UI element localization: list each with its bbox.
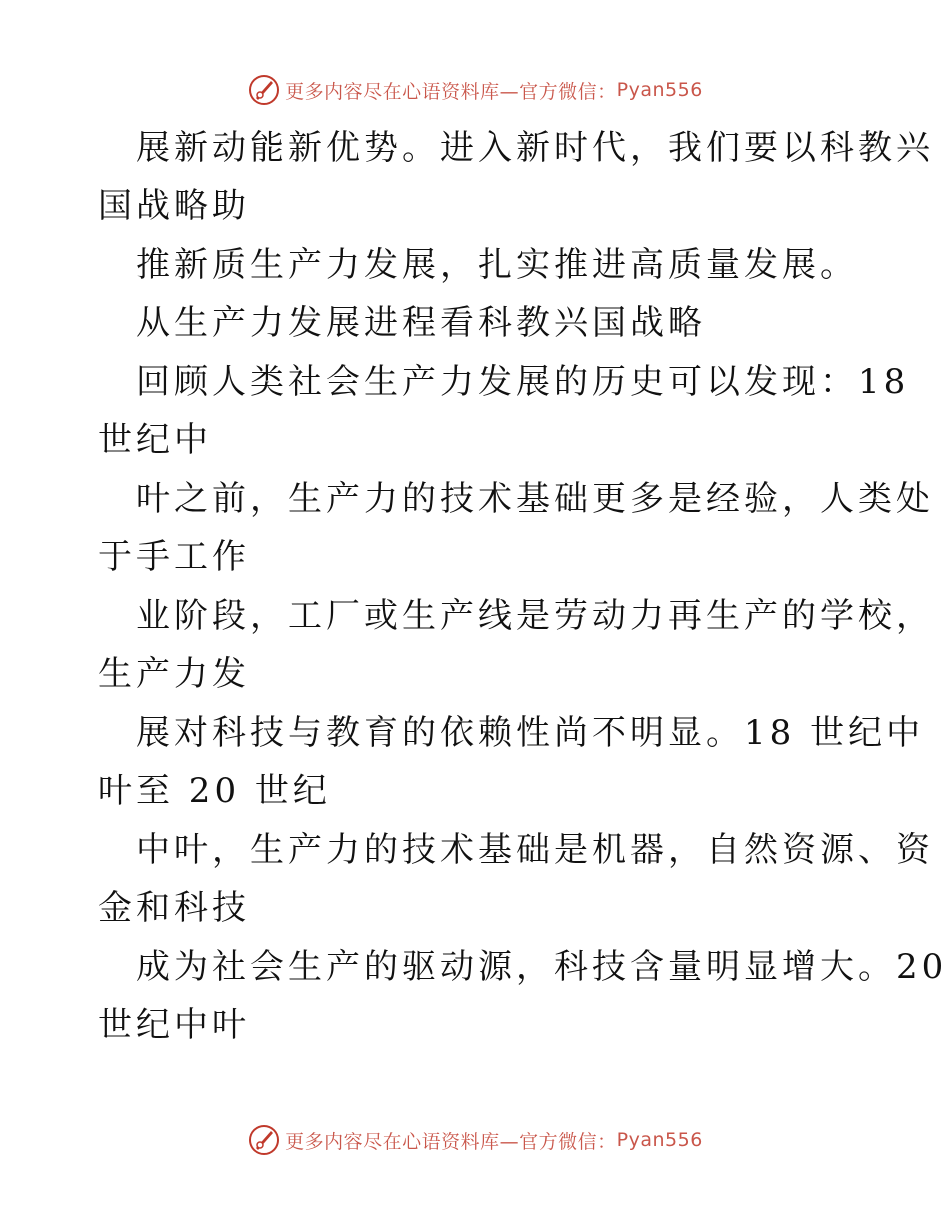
quill-seal-icon	[247, 1123, 281, 1157]
body-line: 成为社会生产的驱动源，科技含量明显增大。20	[136, 947, 948, 987]
body-line: 于手工作	[98, 537, 250, 577]
quill-seal-icon	[247, 73, 281, 107]
body-line: 金和科技	[98, 888, 250, 928]
footer-watermark	[0, 1120, 950, 1160]
body-line: 世纪中叶	[98, 1005, 250, 1045]
watermark-text: 更多内容尽在心语资料库—官方微信：	[285, 1130, 617, 1153]
watermark-wechat-id: Pyan556	[616, 79, 703, 101]
body-line: 叶之前，生产力的技术基础更多是经验，人类处	[136, 479, 934, 519]
body-line: 生产力发	[98, 654, 250, 694]
watermark-text: 更多内容尽在心语资料库—官方微信：	[285, 80, 617, 103]
body-line: 世纪中	[98, 420, 212, 460]
section-heading: 从生产力发展进程看科教兴国战略	[136, 303, 706, 343]
body-line: 国战略助	[98, 186, 250, 226]
header-watermark	[0, 70, 950, 110]
body-line: 叶至 20 世纪	[98, 771, 331, 811]
body-line: 推新质生产力发展，扎实推进高质量发展。	[136, 245, 858, 285]
body-line: 回顾人类社会生产力发展的历史可以发现：18	[136, 362, 910, 402]
watermark-wechat-id: Pyan556	[616, 1129, 703, 1151]
body-line: 展新动能新优势。进入新时代，我们要以科教兴	[136, 128, 934, 168]
body-line: 业阶段，工厂或生产线是劳动力再生产的学校，	[136, 596, 934, 636]
body-line: 展对科技与教育的依赖性尚不明显。18 世纪中	[136, 713, 925, 753]
body-line: 中叶，生产力的技术基础是机器，自然资源、资	[136, 830, 934, 870]
